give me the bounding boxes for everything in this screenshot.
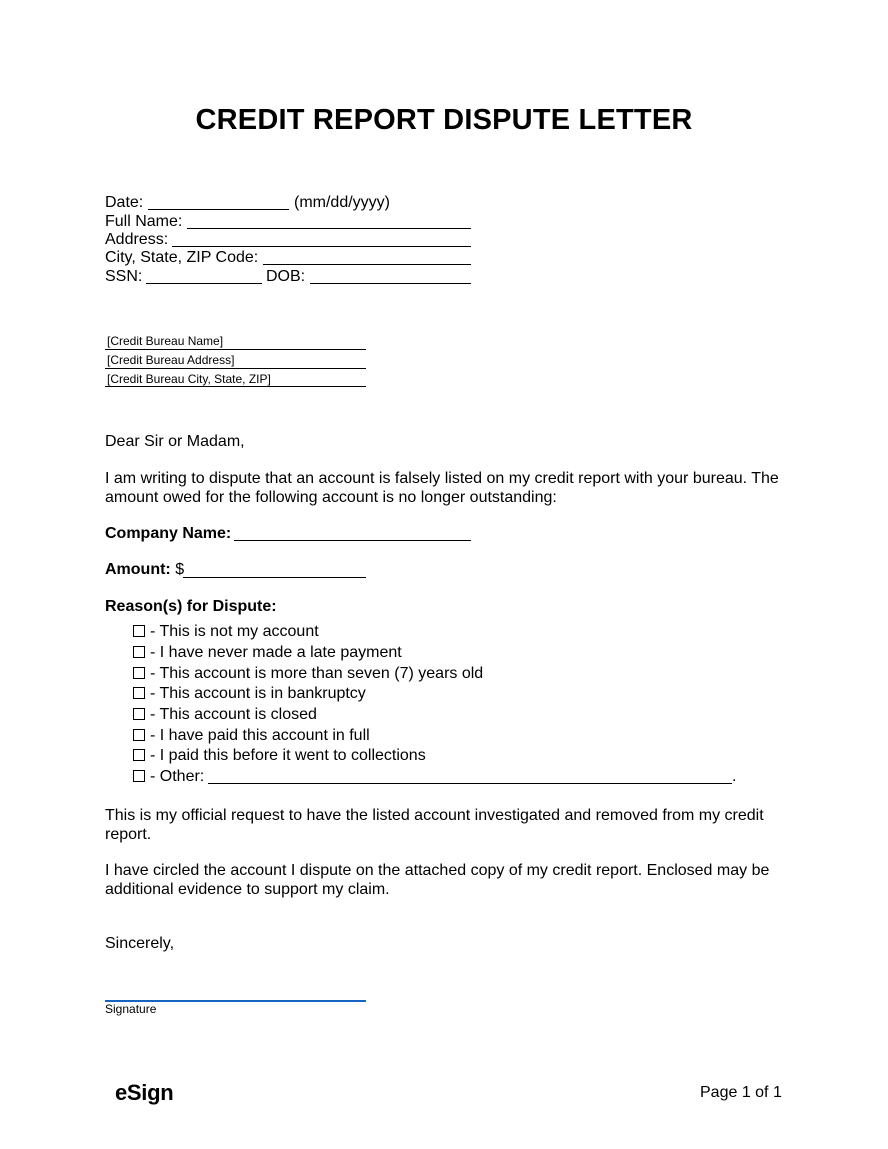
- dob-label: DOB:: [266, 268, 306, 285]
- amount-field[interactable]: [183, 577, 366, 578]
- amount-currency: $: [175, 561, 185, 578]
- city-field[interactable]: [263, 264, 471, 265]
- checkbox[interactable]: [133, 625, 145, 637]
- checkbox[interactable]: [133, 646, 145, 658]
- company-name-field[interactable]: [234, 540, 471, 541]
- ssn-label: SSN:: [105, 268, 143, 285]
- other-reason-period: .: [732, 768, 737, 785]
- greeting: Dear Sir or Madam,: [105, 433, 245, 450]
- checkbox[interactable]: [133, 749, 145, 761]
- bureau-name-line: [105, 349, 366, 350]
- company-name-label: Company Name:: [105, 525, 232, 542]
- checkbox[interactable]: [133, 667, 145, 679]
- checkbox[interactable]: [133, 687, 145, 699]
- reason-paid-full[interactable]: - I have paid this account in full: [133, 727, 370, 745]
- ssn-field[interactable]: [146, 283, 262, 284]
- reason-bankruptcy[interactable]: - This account is in bankruptcy: [133, 685, 366, 703]
- checkbox[interactable]: [133, 770, 145, 782]
- date-format-hint: (mm/dd/yyyy): [294, 194, 390, 211]
- reason-not-my-account[interactable]: - This is not my account: [133, 623, 319, 641]
- date-field[interactable]: [148, 209, 289, 210]
- date-label: Date:: [105, 194, 144, 211]
- esign-logo: eSign: [115, 1080, 174, 1105]
- bureau-name[interactable]: [Credit Bureau Name]: [107, 334, 224, 348]
- full-name-label: Full Name:: [105, 213, 183, 230]
- address-field[interactable]: [172, 246, 471, 247]
- reason-paid-before-collections[interactable]: - I paid this before it went to collections: [133, 747, 426, 765]
- reason-closed[interactable]: - This account is closed: [133, 706, 317, 724]
- reason-seven-years[interactable]: - This account is more than seven (7) years old: [133, 665, 483, 683]
- document-title: CREDIT REPORT DISPUTE LETTER: [195, 104, 693, 136]
- evidence-paragraph: I have circled the account I dispute on the attached copy of my credit report. Enclosed may be additional evidence to support my claim.: [105, 862, 770, 898]
- other-reason-field[interactable]: [208, 783, 732, 784]
- signature-label: Signature: [105, 1002, 157, 1016]
- address-label: Address:: [105, 231, 169, 248]
- checkbox[interactable]: [133, 729, 145, 741]
- page-number: Page 1 of 1: [700, 1084, 782, 1101]
- city-label: City, State, ZIP Code:: [105, 249, 259, 266]
- amount-label: Amount:: [105, 561, 171, 578]
- bureau-address[interactable]: [Credit Bureau Address]: [107, 353, 235, 367]
- reason-other[interactable]: - Other:: [133, 768, 204, 786]
- checkbox[interactable]: [133, 708, 145, 720]
- intro-paragraph: I am writing to dispute that an account is falsely listed on my credit report with your bureau. The amount owed for the following account is no longer outstanding:: [105, 470, 779, 506]
- closing: Sincerely,: [105, 935, 175, 952]
- reasons-label: Reason(s) for Dispute:: [105, 598, 277, 615]
- bureau-city-line: [105, 386, 366, 387]
- bureau-address-line: [105, 368, 366, 369]
- request-paragraph: This is my official request to have the listed account investigated and removed from my credit report.: [105, 807, 764, 843]
- full-name-field[interactable]: [187, 228, 471, 229]
- reason-never-late[interactable]: - I have never made a late payment: [133, 644, 402, 662]
- amount-row: [105, 561, 184, 579]
- bureau-city[interactable]: [Credit Bureau City, State, ZIP]: [107, 372, 271, 386]
- dob-field[interactable]: [310, 283, 471, 284]
